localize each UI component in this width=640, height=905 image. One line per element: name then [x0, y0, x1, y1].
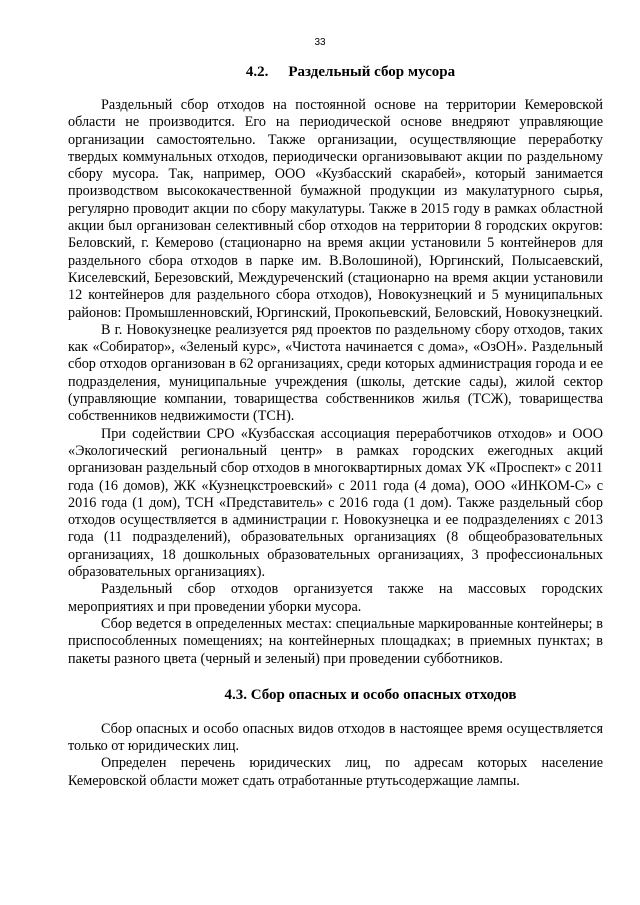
paragraph: Раздельный сбор отходов организуется также на массовых городских мероприятиях и при проведении уборки мусора. [68, 581, 603, 615]
paragraph: Определен перечень юридических лиц, по адресам которых население Кемеровской области может сдать отработанные ртутьсодержащие лампы. [68, 755, 603, 789]
paragraph: При содействии СРО «Кузбасская ассоциация переработчиков отходов» и ООО «Экологический региональный центр» в рамках городских ежегодных акций организован раздельный сбор отходов в многоквартирных домах УК «Проспект» с 2011 года (16 домов), ЖК «Кузнецкстроевский» с 2011 года (4 дома), ООО «ИНКОМ-С» с 2016 года (1 дом), ТСН «Представитель» с 2016 года (1 дом). Также раздельный сбор отходов осуществляется в администрации г. Новокузнецка и ее подразделениях с 2013 года (11 подразделений), образовательных организациях (8 общеобразовательных организациях, 18 дошкольных образовательных организациях, 3 профессиональных образовательных организациях). [68, 425, 603, 581]
section-heading-4-3: 4.3. Сбор опасных и особо опасных отходов [224, 686, 517, 703]
page-number: 33 [314, 37, 326, 48]
section-title: Раздельный сбор мусора [288, 64, 456, 80]
paragraph: В г. Новокузнецке реализуется ряд проектов по раздельному сбору отходов, таких как «Собиратор», «Зеленый курс», «Чистота начинается с дома», «ОзОН». Раздельный сбор отходов организован в 62 организациях, среди которых администрация города и ее подразделения, муниципальные учреждения (школы, детские сады), жилой сектор (управляющие компании, товарищества собственников жилья (ТСЖ), товарищества собственников недвижимости (ТСН). [68, 321, 603, 425]
section-number: 4.2. [245, 64, 269, 80]
document-body [68, 60, 603, 790]
paragraph: Сбор ведется в определенных местах: специальные маркированные контейнеры; в приспособленных помещениях; на контейнерных площадках; в приемных пунктах; в пакеты разного цвета (черный и зеленый) при проведении субботников. [68, 615, 603, 667]
paragraph: Сбор опасных и особо опасных видов отходов в настоящее время осуществляется только от юридических лиц. [68, 720, 603, 755]
paragraph: Раздельный сбор отходов на постоянной основе на территории Кемеровской области не производится. Его на периодической основе внедряют управляющие организации самостоятельно. Также организации, осуществляющие переработку твердых коммунальных отходов, периодически организовывают акции по раздельному сбору мусора. Так, например, ООО «Кузбасский скарабей», который занимается производством высококачественной бумажной продукции из макулатурного сырья, регулярно проводит акции по сбору макулатуры. Также в 2015 году в рамках областной акции был организован селективный сбор отходов на территории 8 городских округов: Беловский, г. Кемерово (стационарно на время акции установили 5 контейнеров для раздельного сбора отходов в парке им. В.Волошиной), Юргинский, Полысаевский, Киселевский, Березовский, Междуреченский (стационарно на время акции установили 12 контейнеров для раздельного сбора отходов), Новокузнецкий и 5 муниципальных районов: Промышленновский, Юргинский, Прокопьевский, Беловский, Новокузнецкий. [68, 97, 603, 321]
section-heading-4-2 [68, 63, 603, 81]
